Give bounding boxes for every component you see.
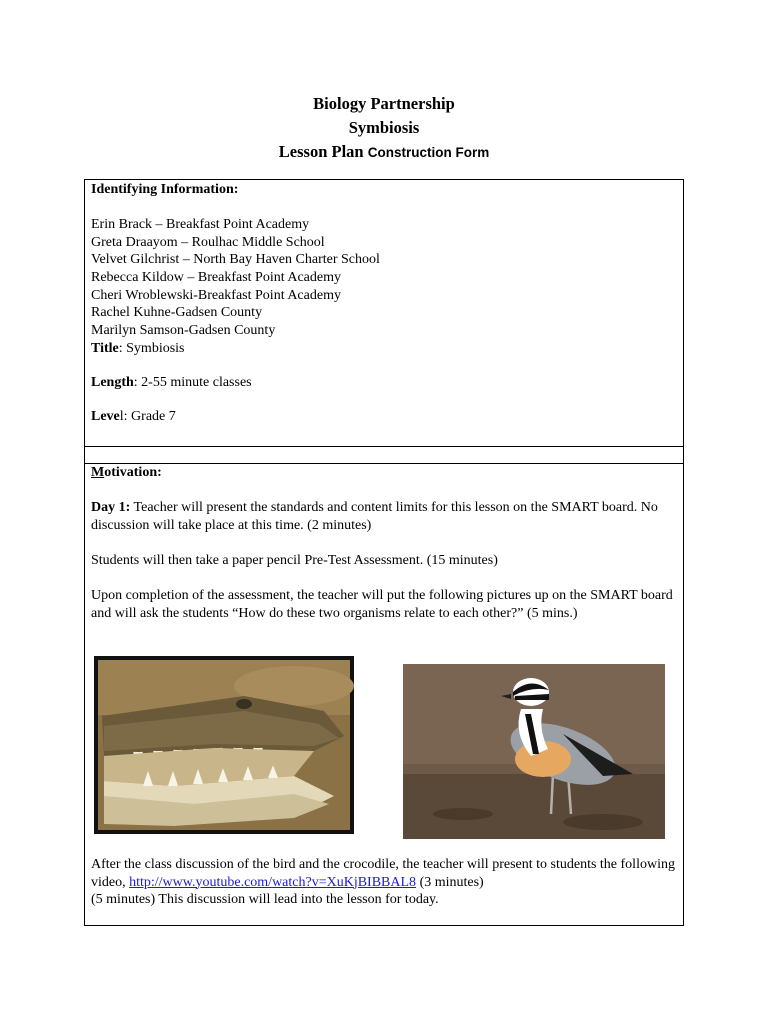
video-intro-text: After the class discussion of the bird and the crocodile, the teacher will present to students the following video, [91,857,675,890]
header-construction-form: Construction Form [367,145,490,160]
title-value: : Symbiosis [118,341,185,356]
person-item: Rebecca Kildow – Breakfast Point Academy [91,270,341,285]
header-lesson-plan: Lesson Plan [278,142,364,161]
day1-label: Day 1: [91,500,131,515]
identifying-info-cell [85,180,683,447]
person-item: Cheri Wroblewski-Breakfast Point Academy [91,288,341,303]
header-title-partnership: Biology Partnership [313,94,455,113]
person-item: Rachel Kuhne-Gadsen County [91,305,263,320]
youtube-video-link[interactable]: http://www.youtube.com/watch?v=XuKjBIBBAL8 [129,874,417,890]
title-field [91,340,677,358]
pictures-paragraph: Upon completion of the assessment, the teacher will put the following pictures up on the SMART board and will ask the students “How do these two organisms relate to each other?” (5 mins.) [91,588,673,621]
day1-paragraph [91,499,677,534]
person-item: Greta Draayom – Roulhac Middle School [91,235,325,250]
lesson-plan-table [84,179,684,926]
level-value: l: Grade 7 [119,409,176,424]
document-header [0,92,768,165]
person-item: Marilyn Samson-Gadsen County [91,323,276,338]
identifying-heading: Identifying Information: [91,182,239,197]
header-title-form [0,140,768,165]
header-title-topic: Symbiosis [348,118,420,137]
video-paragraph [91,856,677,891]
level-label: Leve [91,409,120,424]
length-value: : 2-55 minute classes [133,375,252,390]
discussion-line: (5 minutes) This discussion will lead into the lesson for today. [91,892,439,907]
motivation-heading [91,464,677,482]
length-label: Length [91,375,134,390]
spacer-row [85,447,683,464]
plover-bird-photo [403,664,665,839]
person-item: Erin Brack – Breakfast Point Academy [91,217,310,232]
motivation-heading-rest: otivation: [104,465,162,480]
day1-text: Teacher will present the standards and content limits for this lesson on the SMART board. No discussion will take place at this time. (2 minutes) [91,500,658,533]
video-duration: (3 minutes) [416,874,484,890]
person-item: Velvet Gilchrist – North Bay Haven Charter School [91,252,380,267]
motivation-heading-initial: M [91,465,105,480]
pretest-paragraph: Students will then take a paper pencil Pre-Test Assessment. (15 minutes) [91,553,498,568]
motivation-cell [85,464,683,925]
length-field [91,374,677,392]
level-field [91,408,677,426]
title-label: Title [91,341,119,356]
crocodile-photo [94,656,354,834]
